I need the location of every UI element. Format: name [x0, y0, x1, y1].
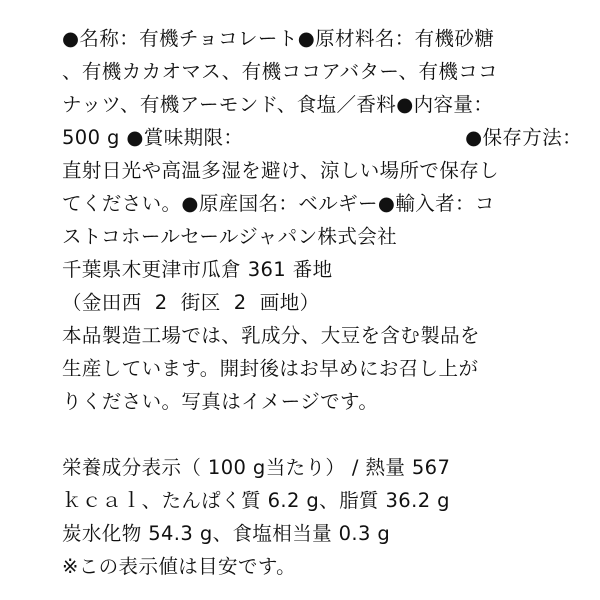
nutrition-note: ※この表示値は目安です。 — [62, 555, 297, 578]
photo-notice: りください。写真はイメージです。 — [62, 390, 379, 413]
label-line: ナッツ、有機アーモンド、食塩／香料●内容量： — [62, 93, 494, 116]
label-line: ●名称：有機チョコレート●原材料名：有機砂糖 — [62, 27, 495, 50]
spacer — [62, 418, 582, 451]
allergen-notice: 生産しています。開封後はお早めにお召し上が — [62, 357, 479, 380]
storage-method-heading: ●保存方法： — [465, 126, 582, 149]
label-line: ストコホールセールジャパン株式会社 — [62, 225, 398, 248]
allergen-notice: 本品製造工場では、乳成分、大豆を含む製品を — [62, 324, 480, 347]
label-line: 、有機カカオマス、有機ココアバター、有機ココ — [62, 60, 499, 83]
content-amount-and-expiry: 500 g ●賞味期限： — [62, 126, 244, 149]
nutrition-facts-line: 栄養成分表示（ 100 g当たり） / 熱量 567 — [62, 456, 451, 479]
label-line: 直射日光や高温多湿を避け、涼しい場所で保存し — [62, 159, 500, 182]
product-label-text — [62, 22, 582, 583]
nutrition-facts-line: 炭水化物 54.3 g、食塩相当量 0.3 g — [62, 522, 391, 545]
label-line: てください。●原産国名：ベルギー●輸入者：コ — [62, 192, 495, 215]
importer-address: 千葉県木更津市瓜倉 361 番地 — [62, 258, 333, 281]
label-line-content-and-expiry — [62, 121, 582, 154]
nutrition-facts-line: ｋｃａｌ、たんぱく質 6.2 g、脂質 36.2 g — [62, 489, 450, 512]
importer-address-detail: （金田西 2 街区 2 画地） — [62, 291, 320, 314]
